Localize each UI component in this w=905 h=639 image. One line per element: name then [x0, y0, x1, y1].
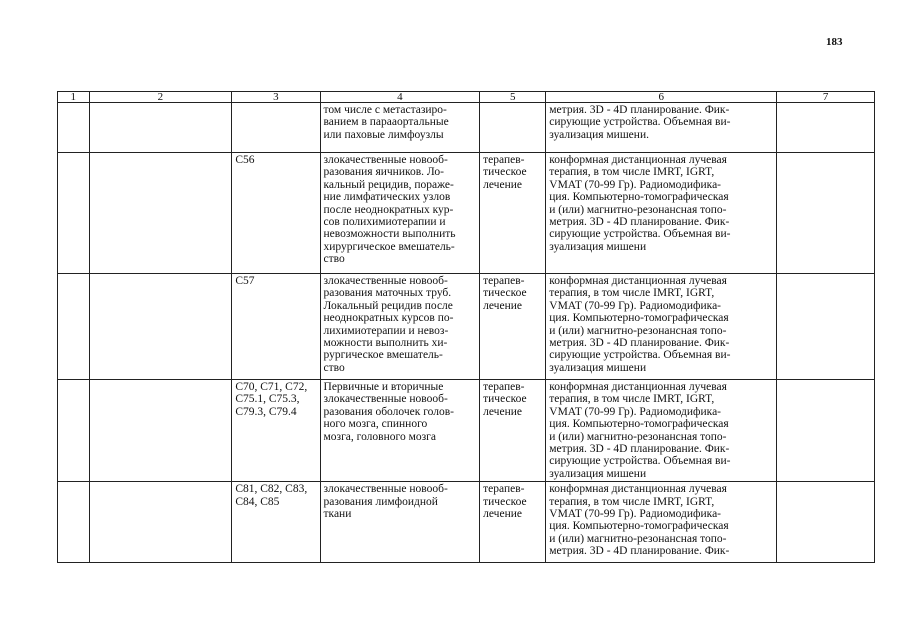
- cell-code: C70, C71, C72, C75.1, C75.3, C79.3, C79.4: [232, 380, 320, 482]
- cell-col1: [58, 380, 90, 482]
- column-header-7: 7: [777, 92, 875, 103]
- cell-method: конформная дистанционная лучевая терапия, в том числе IMRT, IGRT, VMAT (70-99 Гр). Радиомодифика- ция. Компьютерно-томографическая и (или) магнитно-резонансная топо- метрия. 3D - 4D планирование. Фик- сирующие устройства. Объемная ви- зуализация мишени: [546, 153, 777, 274]
- cell-code: C81, C82, C83, C84, C85: [232, 482, 320, 563]
- table-row: [58, 380, 875, 482]
- cell-treatment: терапев- тическое лечение: [480, 380, 546, 482]
- table-header-row: [58, 92, 875, 103]
- cell-col7: [777, 482, 875, 563]
- cell-method: конформная дистанционная лучевая терапия, в том числе IMRT, IGRT, VMAT (70-99 Гр). Радиомодифика- ция. Компьютерно-томографическая и (или) магнитно-резонансная топо- метрия. 3D - 4D планирование. Фик- сирующие устройства. Объемная ви- зуализация мишени: [546, 274, 777, 380]
- cell-code: [232, 103, 320, 153]
- cell-method: конформная дистанционная лучевая терапия, в том числе IMRT, IGRT, VMAT (70-99 Гр). Радиомодифика- ция. Компьютерно-томографическая и (или) магнитно-резонансная топо- метрия. 3D - 4D планирование. Фик-: [546, 482, 777, 563]
- column-header-1: 1: [58, 92, 90, 103]
- cell-method: конформная дистанционная лучевая терапия, в том числе IMRT, IGRT, VMAT (70-99 Гр). Радиомодифика- ция. Компьютерно-томографическая и (или) магнитно-резонансная топо- метрия. 3D - 4D планирование. Фик- сирующие устройства. Объемная ви- зуализация мишени: [546, 380, 777, 482]
- cell-col2: [89, 274, 232, 380]
- cell-diagnosis: Первичные и вторичные злокачественные новооб- разования оболочек голов- ного мозга, спинного мозга, головного мозга: [320, 380, 480, 482]
- table-row: [58, 103, 875, 153]
- page-number: 183: [826, 36, 843, 48]
- cell-method: метрия. 3D - 4D планирование. Фик- сирующие устройства. Объемная ви- зуализация мишени.: [546, 103, 777, 153]
- table-row: [58, 274, 875, 380]
- cell-diagnosis: злокачественные новооб- разования маточных труб. Локальный рецидив после неоднократных курсов по- лихимиотерапии и невоз- можности выполнить хи- рургическое вмешатель- ство: [320, 274, 480, 380]
- column-header-5: 5: [480, 92, 546, 103]
- cell-col2: [89, 380, 232, 482]
- cell-diagnosis: том числе с метастазиро- ванием в парааортальные или паховые лимфоузлы: [320, 103, 480, 153]
- cell-treatment: терапев- тическое лечение: [480, 482, 546, 563]
- cell-col7: [777, 153, 875, 274]
- medical-procedures-table: [57, 91, 875, 563]
- cell-code: C56: [232, 153, 320, 274]
- cell-col7: [777, 103, 875, 153]
- cell-code: C57: [232, 274, 320, 380]
- cell-treatment: терапев- тическое лечение: [480, 274, 546, 380]
- cell-col1: [58, 274, 90, 380]
- cell-col2: [89, 153, 232, 274]
- column-header-6: 6: [546, 92, 777, 103]
- column-header-2: 2: [89, 92, 232, 103]
- cell-col1: [58, 103, 90, 153]
- table-row: [58, 482, 875, 563]
- cell-col7: [777, 380, 875, 482]
- cell-col7: [777, 274, 875, 380]
- cell-treatment: [480, 103, 546, 153]
- cell-col2: [89, 482, 232, 563]
- cell-diagnosis: злокачественные новооб- разования лимфоидной ткани: [320, 482, 480, 563]
- column-header-4: 4: [320, 92, 480, 103]
- cell-col1: [58, 482, 90, 563]
- cell-col1: [58, 153, 90, 274]
- cell-treatment: терапев- тическое лечение: [480, 153, 546, 274]
- cell-diagnosis: злокачественные новооб- разования яичников. Ло- кальный рецидив, пораже- ние лимфатических узлов после неоднократных кур- сов полихимиотерапии и невозможности выполнить хирургическое вмешатель- ство: [320, 153, 480, 274]
- table-row: [58, 153, 875, 274]
- cell-col2: [89, 103, 232, 153]
- column-header-3: 3: [232, 92, 320, 103]
